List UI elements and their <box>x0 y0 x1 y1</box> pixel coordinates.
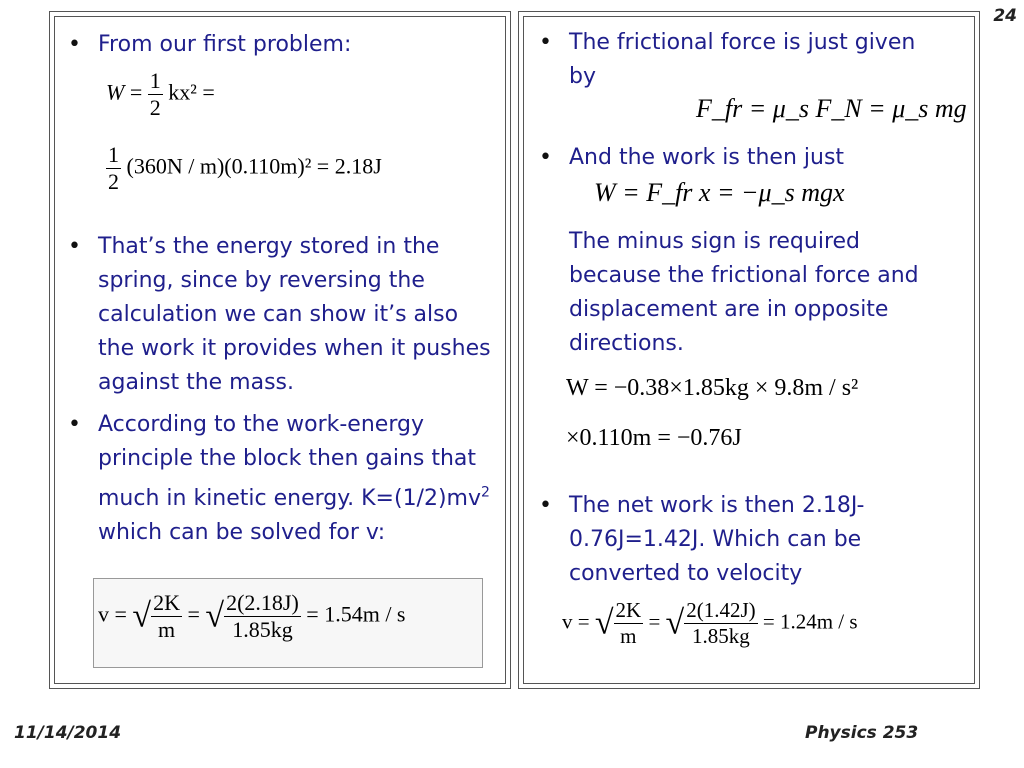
right-bullet-1-text: The frictional force is just given by <box>569 30 916 89</box>
left-equation-2: $\frac{1}{2}$ (360N / m)(0.110m)² = 2.18J <box>108 142 382 194</box>
left-bullet-1-text: From our first problem: <box>98 32 352 57</box>
left-bullet-2-text: That’s the energy stored in the spring, since by reversing the calculation we can show it’s also the work it provides when it pushes against the mass. <box>98 234 491 395</box>
page-number: 24 <box>993 6 1017 26</box>
right-equation-1: F_fr = μ_s F_N = μ_s mg <box>696 94 967 123</box>
right-equation-4: v = √ $\frac{2K}{m}$ = √ $\frac{2(1.42J)}{1.85kg}$ = 1.24m / s <box>562 598 858 648</box>
right-equation-2: W = F_fr x = −μ_s mgx <box>594 178 845 207</box>
left-bullet-3: • According to the work-energy principle the block then gains that much in kinetic energy. $K=(1/2)mv^2$ which can be solved for v: <box>68 412 490 546</box>
left-bullet-3-text: According to the work-energy principle the block then gains that much in kinetic energy. $K=(1/2)mv^2$ which can be solved for v: <box>98 412 490 546</box>
right-note-text: The minus sign is required because the frictional force and displacement are in opposite directions. <box>569 229 919 356</box>
right-bullet-2-text: And the work is then just <box>569 145 845 170</box>
right-bullet-3: • The net work is then 2.18J-0.76J=1.42J. Which can be converted to velocity <box>539 493 865 586</box>
right-equation-3a: W = −0.38×1.85kg × 9.8m / s² <box>566 375 859 401</box>
footer-course: Physics 253 <box>805 723 919 743</box>
footer-date: 11/14/2014 <box>14 723 122 743</box>
right-equation-3b: ×0.110m = −0.76J <box>566 425 742 451</box>
left-bullet-1 <box>68 28 498 62</box>
right-bullet-3-text: The net work is then 2.18J-0.76J=1.42J. Which can be converted to velocity <box>569 493 865 586</box>
left-equation-1: W = $\frac{1}{2}$ kx² = <box>106 68 215 120</box>
left-equation-3: v = √ $\frac{2K}{m}$ = √ $\frac{2(2.18J)}{1.85kg}$ = 1.54m / s <box>98 590 406 642</box>
fraction-half: $\frac{1}{2}$ <box>149 68 161 120</box>
left-bullet-2: • That’s the energy stored in the spring, since by reversing the calculation we can show it’s also the work it provides when it pushes against the mass. <box>68 234 491 395</box>
right-note <box>569 225 929 361</box>
right-bullet-1: • The frictional force is just given by <box>539 30 916 89</box>
bullet-dot: • <box>68 32 81 57</box>
right-bullet-2: • And the work is then just <box>539 145 845 170</box>
